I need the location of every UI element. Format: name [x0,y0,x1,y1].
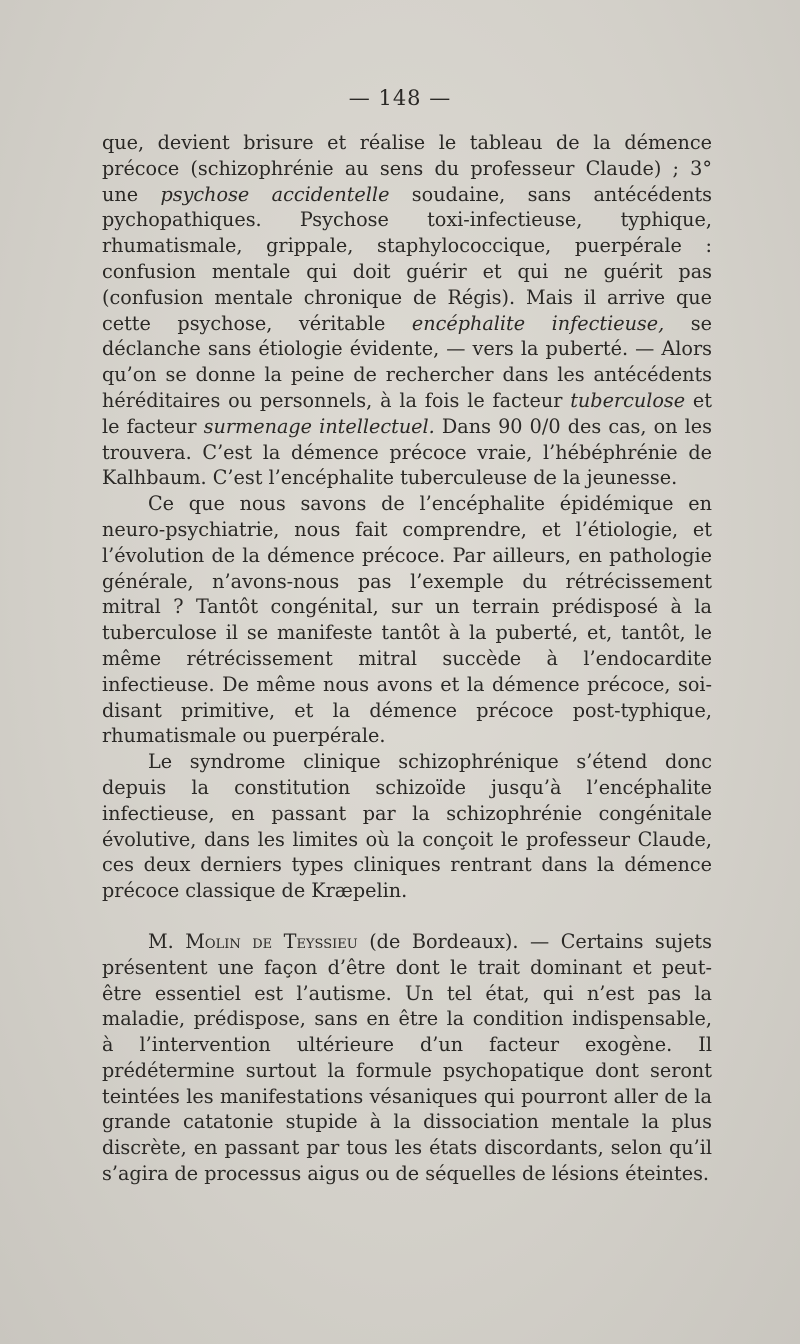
p1-italic-1: psychose accidentelle [160,182,390,206]
section-gap [102,904,712,929]
p1-italic-3: tuberculose [570,388,686,412]
p1-text-1: que, devient brisure et réalise le tableau de la démence précoce (schizophrénie au sens du professeur Claude) ; 3° une [102,131,712,206]
p1-text-4: et le facteur [102,388,712,438]
paragraph-4 [102,929,712,1187]
p1-text-2: soudaine, sans antécédents pychopathiques. Psychose toxi-infectieuse, typhique, rhumatismale, grippale, staphylococcique, puerpérale : confusion mentale qui doit guérir et qui ne guérit pas (confusion mentale chronique de Régis). Mais il arrive que cette psychose, véritable [102,182,712,335]
paragraph-3: Le syndrome clinique schizophrénique s’étend donc depuis la constitution schizoïde jusqu’à l’encéphalite infectieuse, en passant par la schizophrénie congénitale évolutive, dans les limites où la conçoit le professeur Claude, ces deux derniers types cliniques rentrant dans la démence précoce classique de Kræpelin. [102,750,712,903]
p1-text-5: Dans 90 0/0 des cas, on les trouvera. C’est la démence précoce vraie, l’hébéphrénie de Kalhbaum. C’est l’encéphalite tuberculeuse de la jeunesse. [102,414,712,490]
page-number: — 148 — [348,86,452,110]
paragraph-2: Ce que nous savons de l’encéphalite épidémique en neuro-psychiatrie, nous fait comprendre, et l’étiologie, et l’évolution de la démence précoce. Par ailleurs, en pathologie générale, n’avons-nous pas l’exemple du rétrécissement mitral ? Tantôt congénital, sur un terrain prédisposé à la tuberculose il se manifeste tantôt à la puberté, et, tantôt, le même rétrécissement mitral succède à l’endocardite infectieuse. De même nous avons et la démence précoce, soi-disant primitive, et la démence précoce post-typhique, rhumatismale ou puerpérale. [102,492,712,748]
p1-text-3: se déclanche sans étiologie évidente, — vers la puberté. — Alors qu’on se donne la peine de rechercher dans les antécédents héréditaires ou personnels, à la fois le facteur [102,311,712,412]
page-body [102,130,712,1187]
p1-italic-4: surmenage intellectuel. [203,414,435,438]
speaker-name: M. Molin de Teyssieu [148,929,358,953]
p1-italic-2: encéphalite infectieuse, [411,311,665,335]
paragraph-1 [102,130,712,491]
p4-text-1: (de Bordeaux). — Certains sujets présentent une façon d’être dont le trait dominant et peut-être essentiel est l’autisme. Un tel état, qui n’est pas la maladie, prédispose, sans en être la condition indispensable, à l’intervention ultérieure d’un facteur exogène. Il prédétermine surtout la formule psychopatique dont seront teintées les manifestations vésaniques qui pourront aller de la grande catatonie stupide à la dissociation mentale la plus discrète, en passant par tous les états discordants, selon qu’il s’agira de processus aigus ou de séquelles de lésions éteintes. [102,929,712,1186]
